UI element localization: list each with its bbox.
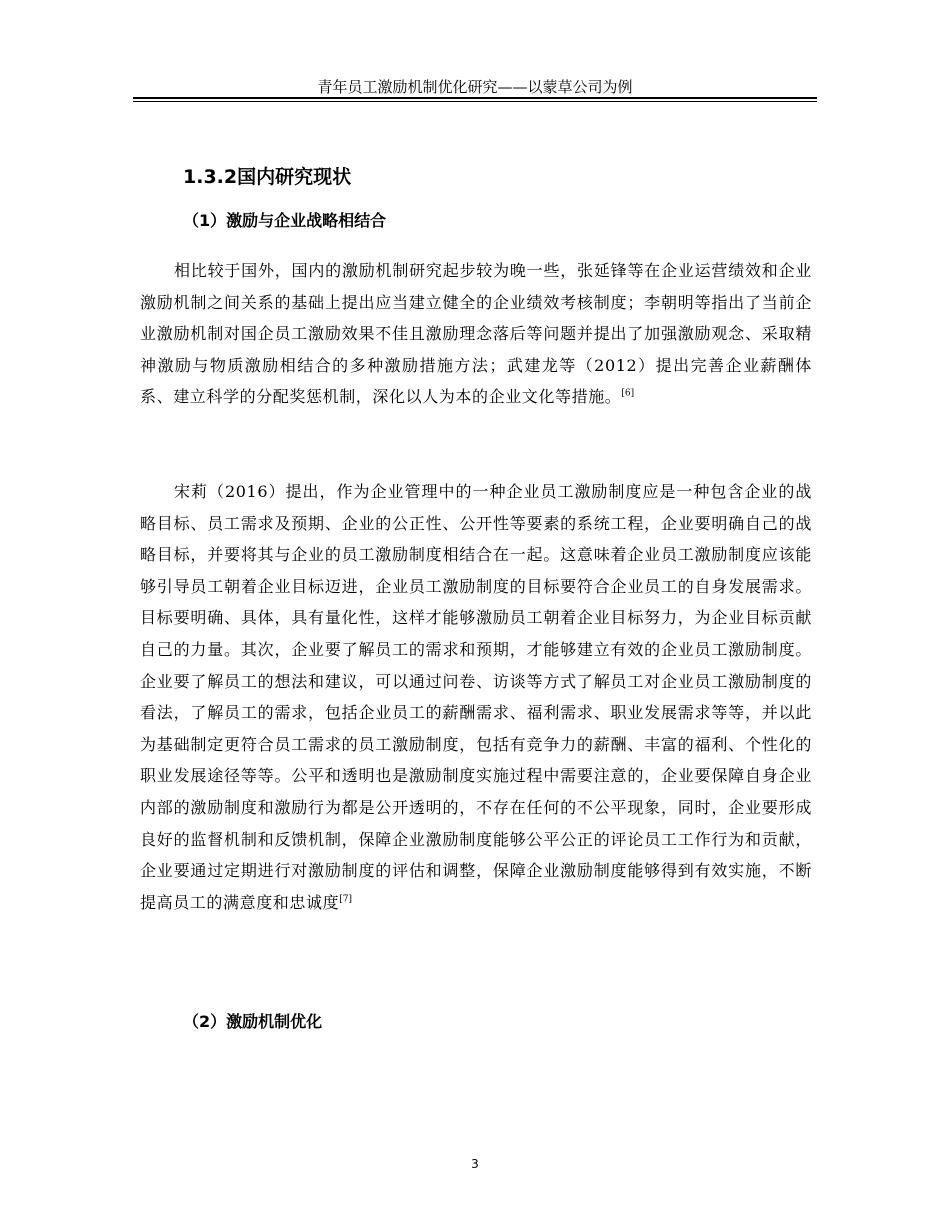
running-header: 青年员工激励机制优化研究——以蒙草公司为例 <box>317 78 633 96</box>
header-rule-thin <box>133 101 817 102</box>
paragraph-1-text: 相比较于国外，国内的激励机制研究起步较为晚一些，张延锋等在企业运营绩效和企业激励机制之间关系的基础上提出应当建立健全的企业绩效考核制度；李朝明等指出了当前企业激励机制对国企员工激励效果不佳且激励理念落后等问题并提出了加强激励观念、采取精神激励与物质激励相结合的多种激励措施方法；武建龙等（2012）提出完善企业薪酬体系、建立科学的分配奖惩机制，深化以人为本的企业文化等措施。 <box>140 261 812 407</box>
header-rule <box>133 97 817 99</box>
section-heading: 1.3.2国内研究现状 <box>183 166 352 188</box>
citation-6[interactable]: [6] <box>621 389 635 400</box>
citation-7[interactable]: [7] <box>339 894 352 905</box>
paragraph-2 <box>140 476 812 918</box>
page-number: 3 <box>471 1157 479 1171</box>
subsection-heading-1: （1）激励与企业战略相结合 <box>183 211 387 230</box>
paragraph-2-text: 宋莉（2016）提出，作为企业管理中的一种企业员工激励制度应是一种包含企业的战略目标、员工需求及预期、企业的公正性、公开性等要素的系统工程，企业要明确自己的战略目标，并要将其与企业的员工激励制度相结合在一起。这意味着企业员工激励制度应该能够引导员工朝着企业目标迈进，企业员工激励制度的目标要符合企业员工的自身发展需求。目标要明确、具体，具有量化性，这样才能够激励员工朝着企业目标努力，为企业目标贡献自己的力量。其次，企业要了解员工的需求和预期，才能够建立有效的企业员工激励制度。企业要了解员工的想法和建议，可以通过问卷、访谈等方式了解员工对企业员工激励制度的看法，了解员工的需求，包括企业员工的薪酬需求、福利需求、职业发展需求等等，并以此为基础制定更符合员工需求的员工激励制度，包括有竞争力的薪酬、丰富的福利、个性化的职业发展途径等等。公平和透明也是激励制度实施过程中需要注意的，企业要保障自身企业内部的激励制度和激励行为都是公开透明的，不存在任何的不公平现象，同时，企业要形成良好的监督机制和反馈机制，保障企业激励制度能够公平公正的评论员工工作行为和贡献，企业要通过定期进行对激励制度的评估和调整，保障企业激励制度能够得到有效实施，不断提高员工的满意度和忠诚度 <box>140 482 812 912</box>
paragraph-1 <box>140 255 812 413</box>
subsection-heading-2: （2）激励机制优化 <box>183 1012 323 1031</box>
